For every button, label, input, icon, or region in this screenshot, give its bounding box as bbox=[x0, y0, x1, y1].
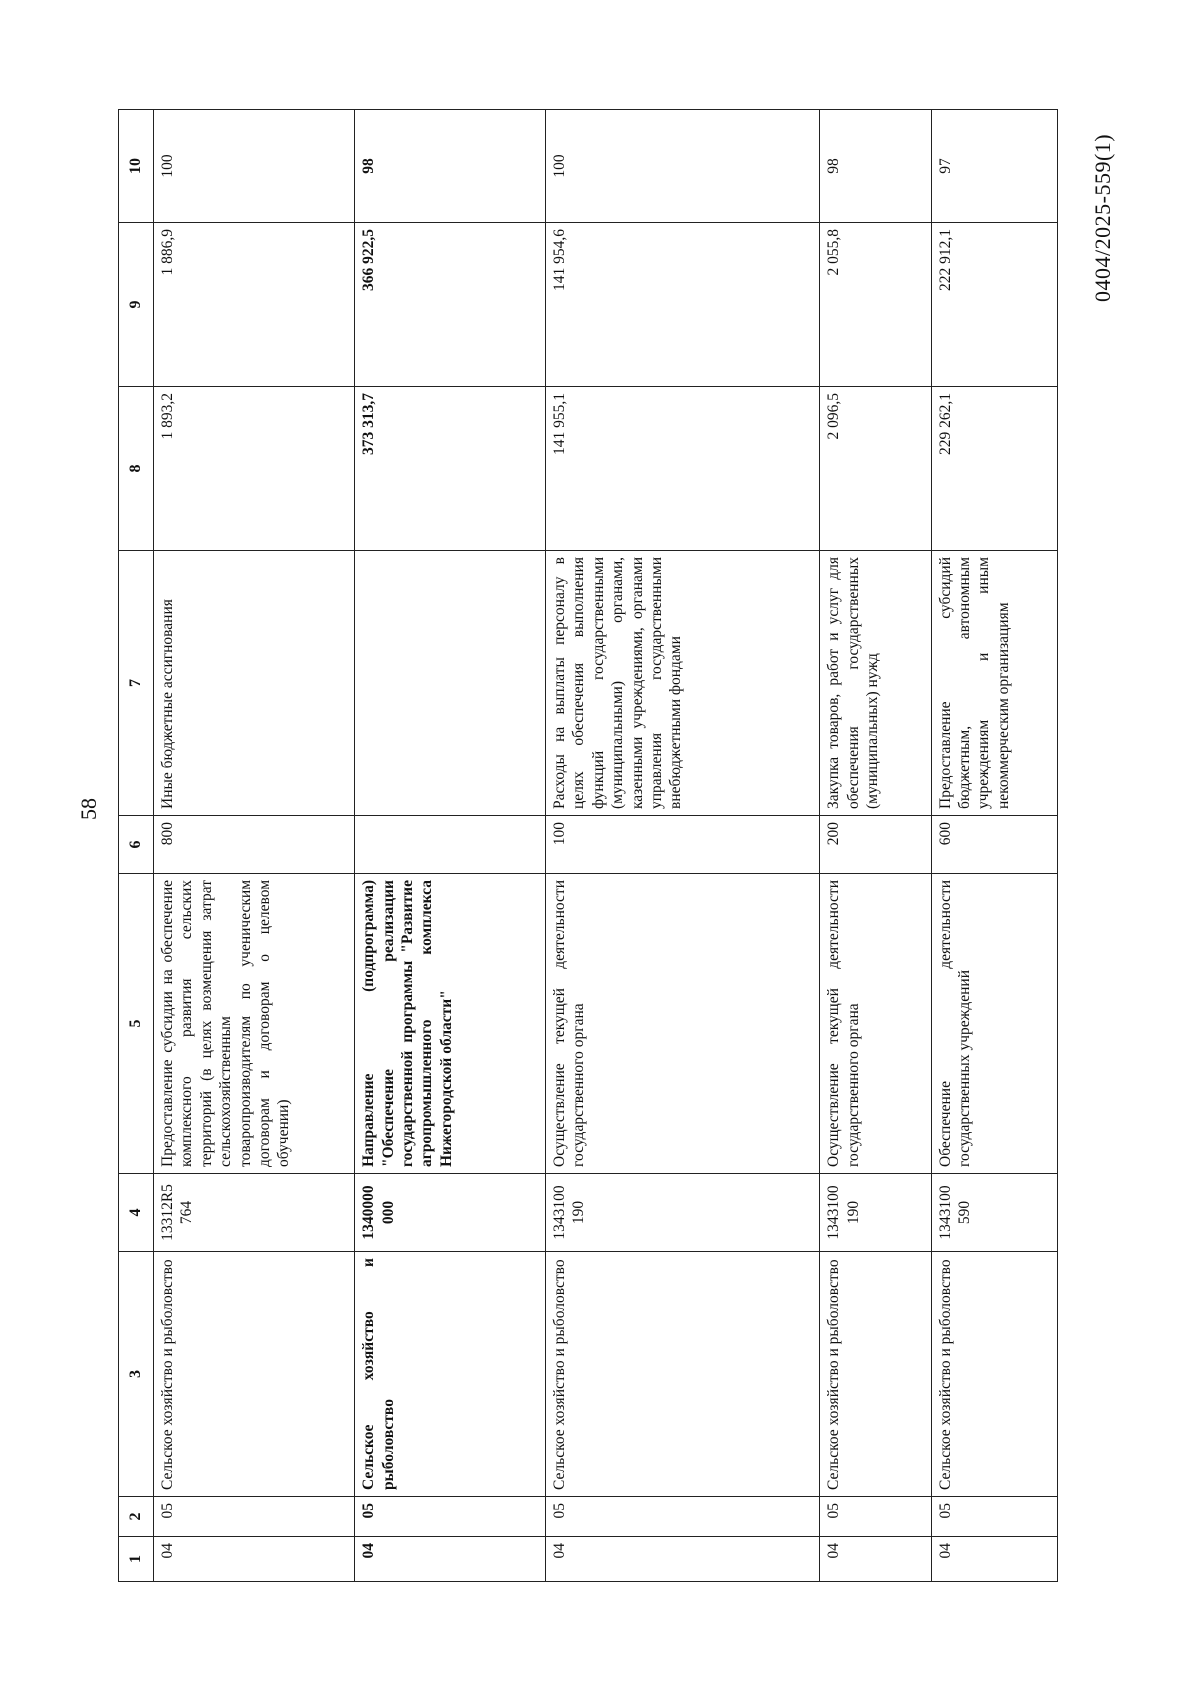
table-row bbox=[355, 110, 546, 1582]
subsection-code: 05 bbox=[355, 1497, 546, 1537]
column-header: 5 bbox=[119, 874, 154, 1174]
target-article-code: 13312R5 764 bbox=[154, 1174, 355, 1252]
expense-type-code: 600 bbox=[931, 816, 1057, 874]
column-header: 9 bbox=[119, 223, 154, 387]
expense-description: Осуществление текущей деятельности государственного органа bbox=[546, 874, 820, 1174]
executed-amount: 2 055,8 bbox=[820, 223, 931, 387]
expense-type-code bbox=[355, 816, 546, 874]
column-header: 4 bbox=[119, 1174, 154, 1252]
section-name: Сельское хозяйство и рыболовство bbox=[820, 1252, 931, 1497]
column-header: 7 bbox=[119, 551, 154, 816]
header-row bbox=[119, 110, 154, 1582]
section-name: Сельское хозяйство и рыболовство bbox=[154, 1252, 355, 1497]
section-name: Сельское хозяйство и рыболовство bbox=[546, 1252, 820, 1497]
planned-amount: 1 893,2 bbox=[154, 387, 355, 551]
subsection-code: 05 bbox=[820, 1497, 931, 1537]
section-code: 04 bbox=[820, 1537, 931, 1582]
target-article-code: 1343100 590 bbox=[931, 1174, 1057, 1252]
target-article-code: 1343100 190 bbox=[820, 1174, 931, 1252]
expense-type-name: Расходы на выплаты персоналу в целях обеспечения выполнения функций государственными (муниципальными) органами, казенными учреждениями, органами управления государственными внебюджетными фондами bbox=[546, 551, 820, 816]
execution-percent: 100 bbox=[546, 110, 820, 223]
table-row bbox=[546, 110, 820, 1582]
section-code: 04 bbox=[355, 1537, 546, 1582]
section-code: 04 bbox=[931, 1537, 1057, 1582]
section-name: Сельское хозяйство и рыболовство bbox=[355, 1252, 546, 1497]
executed-amount: 1 886,9 bbox=[154, 223, 355, 387]
table-row bbox=[931, 110, 1057, 1582]
execution-percent: 98 bbox=[820, 110, 931, 223]
planned-amount: 229 262,1 bbox=[931, 387, 1057, 551]
executed-amount: 222 912,1 bbox=[931, 223, 1057, 387]
section-code: 04 bbox=[546, 1537, 820, 1582]
planned-amount: 2 096,5 bbox=[820, 387, 931, 551]
execution-percent: 98 bbox=[355, 110, 546, 223]
rotated-table-container bbox=[118, 110, 1058, 1582]
column-header: 1 bbox=[119, 1537, 154, 1582]
expense-type-code: 200 bbox=[820, 816, 931, 874]
planned-amount: 373 313,7 bbox=[355, 387, 546, 551]
subsection-code: 05 bbox=[931, 1497, 1057, 1537]
expense-type-code: 100 bbox=[546, 816, 820, 874]
expense-type-name: Иные бюджетные ассигнования bbox=[154, 551, 355, 816]
table-row bbox=[154, 110, 355, 1582]
column-header: 2 bbox=[119, 1497, 154, 1537]
subsection-code: 05 bbox=[546, 1497, 820, 1537]
expense-type-name: Предоставление субсидий бюджетным, автономным учреждениям и иным некоммерческим организациям bbox=[931, 551, 1057, 816]
table-row bbox=[820, 110, 931, 1582]
execution-percent: 100 bbox=[154, 110, 355, 223]
planned-amount: 141 955,1 bbox=[546, 387, 820, 551]
executed-amount: 141 954,6 bbox=[546, 223, 820, 387]
page-number: 58 bbox=[76, 798, 101, 820]
expense-description: Осуществление текущей деятельности государственного органа bbox=[820, 874, 931, 1174]
expense-type-code: 800 bbox=[154, 816, 355, 874]
budget-table bbox=[118, 109, 1058, 1582]
column-header: 3 bbox=[119, 1252, 154, 1497]
expense-description: Обеспечение деятельности государственных учреждений bbox=[931, 874, 1057, 1174]
section-code: 04 bbox=[154, 1537, 355, 1582]
column-header: 6 bbox=[119, 816, 154, 874]
column-header: 10 bbox=[119, 110, 154, 223]
executed-amount: 366 922,5 bbox=[355, 223, 546, 387]
target-article-code: 1340000 000 bbox=[355, 1174, 546, 1252]
expense-description: Предоставление субсидии на обеспечение комплексного развития сельских территорий (в целях возмещения затрат сельскохозяйственным товаропроизводителям по ученическим договорам и договорам о целевом обучении) bbox=[154, 874, 355, 1174]
expense-type-name bbox=[355, 551, 546, 816]
column-header: 8 bbox=[119, 387, 154, 551]
expense-type-name: Закупка товаров, работ и услуг для обеспечения государственных (муниципальных) нужд bbox=[820, 551, 931, 816]
target-article-code: 1343100 190 bbox=[546, 1174, 820, 1252]
document-code: 0404/2025-559(1) bbox=[1090, 133, 1115, 302]
execution-percent: 97 bbox=[931, 110, 1057, 223]
subsection-code: 05 bbox=[154, 1497, 355, 1537]
section-name: Сельское хозяйство и рыболовство bbox=[931, 1252, 1057, 1497]
expense-description: Направление (подпрограмма) "Обеспечение реализации государственной программы "Развитие агропромышленного комплекса Нижегородской области" bbox=[355, 874, 546, 1174]
